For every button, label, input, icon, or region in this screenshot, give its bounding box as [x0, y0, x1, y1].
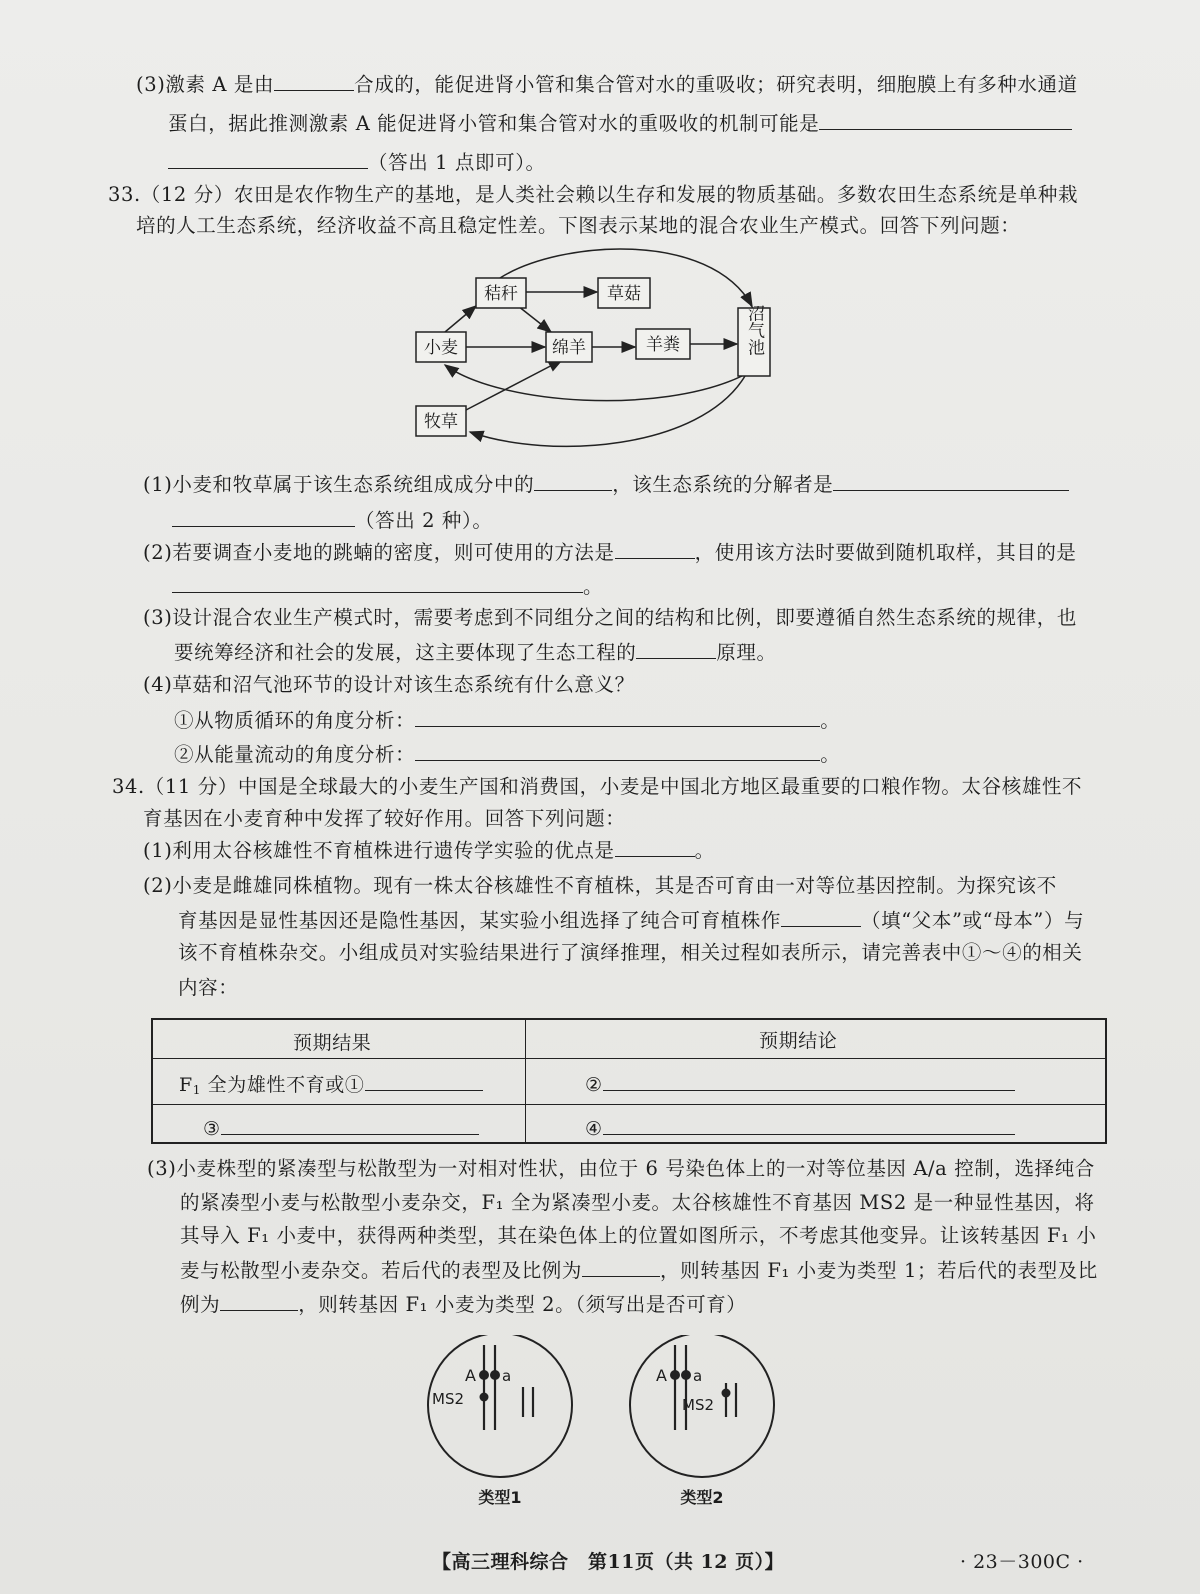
q33-1-line2: （答出 2 种）。 — [172, 506, 492, 534]
arrow-biogas-wheat — [445, 365, 742, 401]
type1-gene-A: A — [465, 1366, 476, 1385]
q34-3-line3: 其导入 F₁ 小麦中，获得两种类型，其在染色体上的位置如图所示，不考虑其他变异。让该转基因 F₁ 小 — [180, 1224, 1097, 1247]
answer-blank[interactable] — [172, 572, 583, 593]
answer-blank[interactable] — [582, 1256, 660, 1277]
node-wheat: 小麦 — [424, 338, 458, 358]
answer-blank[interactable] — [615, 538, 695, 559]
q32-3-line1: (3)激素 A 是由 合成的，能促进肾小管和集合管对水的重吸收；研究表明，细胞膜上有多种水通道 — [136, 70, 1078, 98]
answer-blank[interactable] — [603, 1114, 1015, 1135]
q32-3-line2: 蛋白，据此推测激素 A 能促进肾小管和集合管对水的重吸收的机制可能是 — [168, 109, 1072, 137]
answer-blank[interactable] — [819, 109, 1072, 130]
type2-gene-ms2: MS2 — [682, 1396, 715, 1414]
q34-1-line: (1)利用太谷核雄性不育植株进行遗传学实验的优点是 。 — [143, 836, 715, 864]
q33-4-1-line: ①从物质循环的角度分析： 。 — [174, 706, 840, 734]
table-r1-result: $F_1$ 全为雄性不育或① — [179, 1070, 483, 1097]
q34-3-line1: (3)小麦株型的紧凑型与松散型为一对相对性状，由位于 6 号染色体上的一对等位基因 A/a 控制，选择纯合 — [147, 1157, 1095, 1180]
node-straw: 秸秆 — [484, 284, 518, 304]
answer-blank[interactable] — [615, 836, 695, 857]
answer-blank[interactable] — [781, 906, 861, 927]
table-r2-result: ③ — [203, 1114, 479, 1140]
q34-3-line2: 的紧凑型小麦与松散型小麦杂交，F₁ 全为紧凑型小麦。太谷核雄性不育基因 MS2 是一种显性基因，将 — [180, 1191, 1095, 1214]
exam-code: · 23－300C · — [960, 1551, 1084, 1573]
page-footer: 【高三理科综合 第11页（共 12 页）】 — [432, 1551, 785, 1573]
q34-intro-line2: 育基因在小麦育种中发挥了较好作用。回答下列问题： — [143, 807, 626, 830]
answer-blank[interactable] — [220, 1290, 298, 1311]
arrow-grass-sheep — [466, 360, 562, 410]
answer-blank[interactable] — [833, 470, 1069, 491]
mixed-farming-diagram — [400, 240, 790, 450]
node-sheep: 绵羊 — [552, 338, 586, 358]
table-r2-conclusion: ④ — [585, 1114, 1015, 1140]
answer-blank[interactable] — [168, 148, 368, 169]
answer-blank[interactable] — [534, 470, 612, 491]
type1-gene-ms2: MS2 — [432, 1390, 465, 1408]
node-grass: 牧草 — [424, 412, 458, 432]
arrow-straw-sheep — [518, 306, 551, 332]
node-biogas: 沼气池 — [744, 304, 764, 356]
type1-label: 类型1 — [478, 1488, 522, 1507]
q33-4-2-line: ②从能量流动的角度分析： 。 — [174, 740, 840, 768]
q33-3-line1: (3)设计混合农业生产模式时，需要考虑到不同组分之间的结构和比例，即要遵循自然生态系统的规律，也 — [143, 606, 1077, 629]
q34-3-line5: 例为 ，则转基因 F₁ 小麦为类型 2。（须写出是否可育） — [180, 1290, 746, 1318]
table-r1-conclusion: ② — [585, 1070, 1015, 1096]
table-header-conclusion: 预期结论 — [759, 1030, 838, 1052]
q33-2-line1: (2)若要调查小麦地的跳蝻的密度，则可使用的方法是 ，使用该方法时要做到随机取样，其目的是 — [143, 538, 1077, 566]
answer-blank[interactable] — [274, 70, 354, 91]
cell-type1 — [428, 1335, 572, 1507]
answer-blank[interactable] — [415, 740, 820, 761]
q34-2-line2: 育基因是显性基因还是隐性基因，某实验小组选择了纯合可育植株作 （填“父本”或“母本”）与 — [178, 906, 1084, 934]
type2-gene-A: A — [656, 1366, 667, 1385]
q34-3-line4: 麦与松散型小麦杂交。若后代的表型及比例为 ，则转基因 F₁ 小麦为类型 1；若后代的表型及比 — [180, 1256, 1098, 1284]
q32-3-line3: （答出 1 点即可）。 — [168, 148, 546, 176]
answer-blank[interactable] — [603, 1070, 1015, 1091]
q33-intro-line2: 培的人工生态系统，经济收益不高且稳定性差。下图表示某地的混合农业生产模式。回答下列问题： — [136, 214, 1021, 237]
type2-label: 类型2 — [680, 1488, 724, 1507]
type1-gene-a: a — [502, 1367, 512, 1385]
answer-blank[interactable] — [636, 638, 716, 659]
chromosome-figure — [420, 1335, 790, 1510]
q33-intro-line1: 33.（12 分）农田是农作物生产的基地，是人类社会赖以生存和发展的物质基础。多数农田生态系统是单种栽 — [108, 183, 1079, 206]
q34-2-line4: 内容： — [178, 976, 239, 999]
q34-2-line1: (2)小麦是雌雄同株植物。现有一株太谷核雄性不育植株，其是否可育由一对等位基因控制。为探究该不 — [143, 874, 1057, 897]
q34-intro-line1: 34.（11 分）中国是全球最大的小麦生产国和消费国，小麦是中国北方地区最重要的口粮作物。太谷核雄性不 — [112, 775, 1083, 798]
q33-3-line2: 要统筹经济和社会的发展，这主要体现了生态工程的 原理。 — [174, 638, 777, 666]
q33-4-line: (4)草菇和沼气池环节的设计对该生态系统有什么意义？ — [143, 673, 635, 696]
cell-type2 — [630, 1335, 774, 1507]
type2-gene-a: a — [693, 1367, 703, 1385]
answer-blank[interactable] — [365, 1070, 483, 1091]
node-mushroom: 草菇 — [607, 284, 641, 304]
q33-1-line1: (1)小麦和牧草属于该生态系统组成成分中的 ，该生态系统的分解者是 — [143, 470, 1069, 498]
answer-blank[interactable] — [172, 506, 355, 527]
answer-blank[interactable] — [415, 706, 820, 727]
prediction-table — [151, 1018, 1107, 1144]
table-header-result: 预期结果 — [293, 1032, 372, 1054]
q33-2-line2: 。 — [172, 572, 603, 600]
arrow-wheat-straw — [445, 306, 476, 332]
q34-2-line3: 该不育植株杂交。小组成员对实验结果进行了演绎推理，相关过程如表所示，请完善表中①～④的相关 — [178, 941, 1083, 964]
node-dung: 羊粪 — [646, 335, 680, 355]
answer-blank[interactable] — [221, 1114, 479, 1135]
